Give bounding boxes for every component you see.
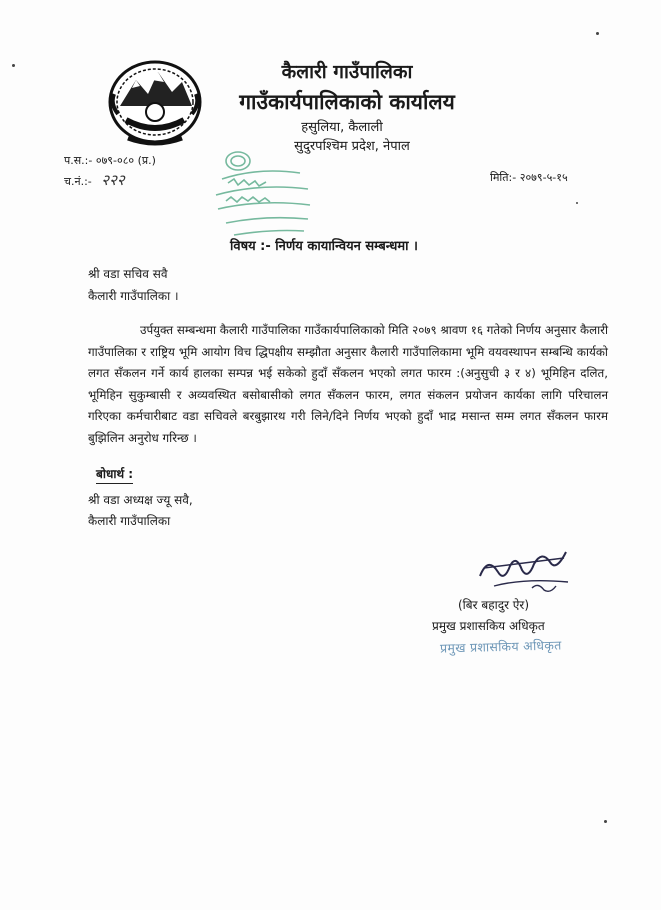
letter-date: मिति:- २०७९-५-१५ (490, 171, 568, 184)
nepal-government-emblem-icon (106, 54, 204, 146)
paper-speck (596, 32, 599, 35)
signatory-title: प्रमुख प्रशासकिय अधिकृत (432, 619, 545, 633)
paper-speck (576, 202, 578, 204)
dispatch-number-handwritten: २२२ (101, 171, 125, 189)
office-round-stamp-icon (208, 143, 320, 243)
letter-body (88, 320, 608, 449)
handwritten-signature (474, 542, 574, 596)
cc-heading: बोधार्थ : (96, 465, 133, 484)
addressee-line-2: कैलारी गाउँपालिका । (88, 289, 179, 303)
dispatch-label: च.नं.:- (64, 175, 92, 188)
addressee-line-1: श्री वडा सचिव सवै (88, 267, 168, 281)
address-line-1: हसुलिया, कैलाली (301, 120, 383, 135)
signatory-name: (बिर बहादुर ऐर) (458, 598, 530, 612)
organization-name: कैलारी गाउँपालिका (281, 61, 413, 83)
paper-speck (12, 64, 15, 67)
dispatch-number-line (64, 170, 125, 190)
cc-line-2: कैलारी गाउँपालिका (88, 514, 171, 528)
fiscal-year-reference: प.स.:- ०७९-०८० (प्र.) (64, 154, 156, 167)
cc-line-1: श्री वडा अध्यक्ष ज्यू सवै, (88, 493, 193, 507)
office-name: गाउँकार्यपालिकाको कार्यालय (239, 90, 455, 114)
paper-speck (604, 820, 607, 823)
designation-stamp: प्रमुख प्रशासकिय अधिकृत (439, 637, 562, 656)
letter-body-text: उर्पयुक्त सम्बन्धमा कैलारी गाउँपालिका गाउँकार्यपालिकाको मिति २०७९ श्रावण १६ गतेको निर्णय अनुसार कैलारी गाउँपालिका र राष्ट्रिय भूमि आयोग विच द्धिपक्षीय सम्झौता अनुसार कैलारी गाउँपालिकामा भूमि वयवस्थापन सम्बन्धि कार्यको लगत सँकलन गर्ने कार्य हालका सम्पन्न भई सकेको हुदाँ सँकलन भएको लगत फारम :(अनुसुची ३ र ४) भूमिहिन दलित, भूमिहिन सुकुम्बासी र अव्यवस्थित बसोबासीको लगत सँकलन फारम, लगत संकलन प्रयोजन कार्यका लागि परिचालन गरिएका कर्मचारीबाट वडा सचिवले बरबुझारथ गरी लिने/दिने निर्णय भएको हुदाँ भाद्र मसान्त सम्म लगत सँकलन फारम बुझिलिन अनुरोध गरिन्छ । (88, 323, 608, 445)
address-line-2: सुदुरपश्चिम प्रदेश, नेपाल (294, 139, 410, 154)
letter-subject: विषय :- निर्णय कायान्वियन सम्बन्धमा । (230, 239, 418, 254)
